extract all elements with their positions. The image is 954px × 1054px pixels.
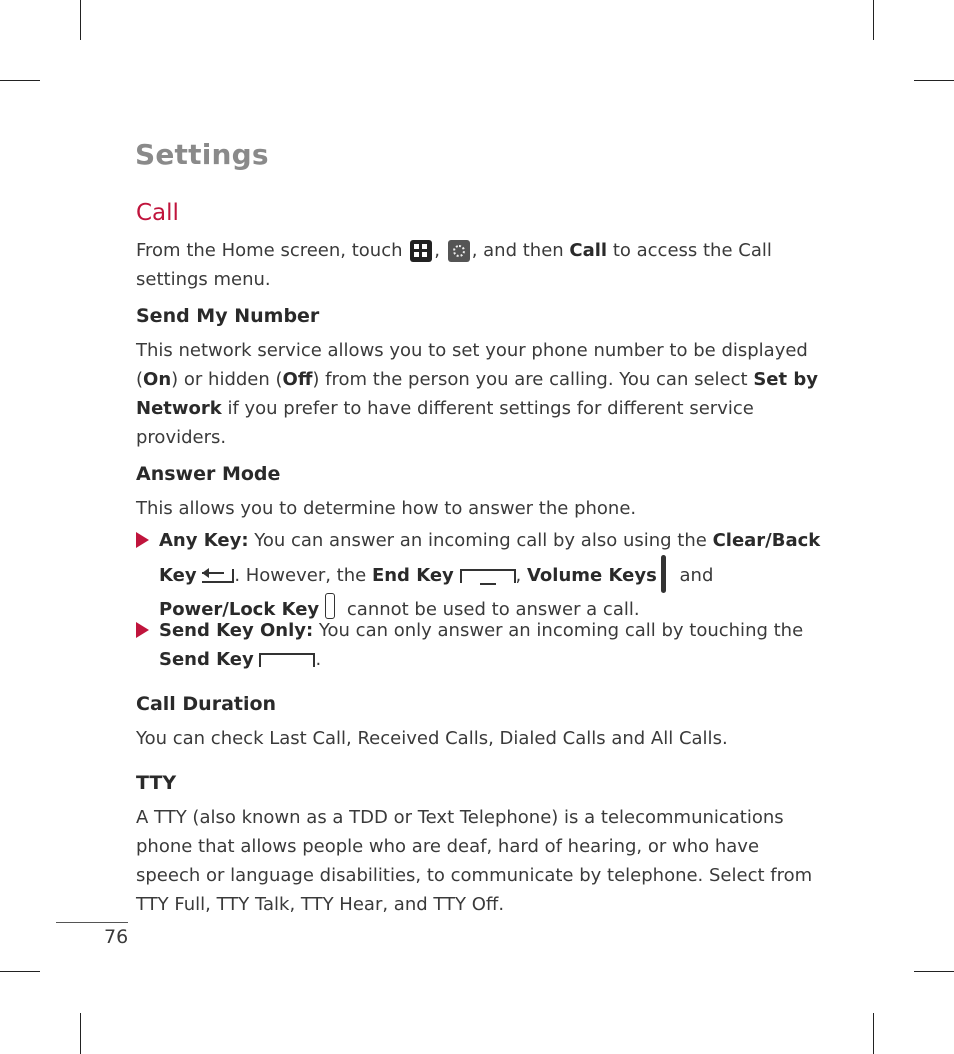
call-intro-paragraph: From the Home screen, touch , , and then Call to access the Call settings menu.	[136, 240, 772, 290]
send-key-icon	[259, 653, 315, 667]
call-duration-heading: Call Duration	[136, 693, 277, 715]
crop-mark	[914, 971, 954, 972]
crop-mark	[873, 0, 874, 40]
tty-paragraph: A TTY (also known as a TDD or Text Telephone) is a telecommunications phone that allows people who are deaf, hard of hearing, or who have speech or language disabilities, to communicate by telephone. Select from TTY Full, TTY Talk, TTY Hear, and TTY Off.	[136, 807, 813, 915]
crop-mark	[80, 0, 81, 40]
call-duration-paragraph: You can check Last Call, Received Calls, Dialed Calls and All Calls.	[136, 728, 728, 749]
tty-heading: TTY	[136, 772, 177, 794]
crop-mark	[0, 971, 40, 972]
back-key-icon	[202, 569, 234, 583]
home-icon	[410, 240, 432, 262]
volume-key-icon	[661, 555, 666, 593]
crop-mark	[0, 80, 40, 81]
crop-mark	[80, 1013, 81, 1054]
answer-mode-heading: Answer Mode	[136, 463, 281, 485]
footer-rule	[56, 922, 128, 923]
send-my-number-paragraph: This network service allows you to set your phone number to be displayed (On) or hidden (Off) from the person you are calling. You can select Set by Network if you prefer to have different settings for different service providers.	[136, 340, 818, 448]
bullet-arrow-icon	[136, 532, 149, 548]
answer-mode-intro: This allows you to determine how to answer the phone.	[136, 498, 637, 519]
settings-icon	[448, 240, 470, 262]
page-number: 76	[104, 926, 129, 948]
any-key-item: Any Key: You can answer an incoming call by also using the Clear/Back Key . However, the End Key , Volume Keys and Power/Lock Key cannot be used to answer a call.	[136, 526, 826, 624]
page-title: Settings	[135, 138, 269, 171]
send-my-number-heading: Send My Number	[136, 305, 320, 327]
crop-mark	[914, 80, 954, 81]
send-key-only-item: Send Key Only: You can only answer an incoming call by touching the Send Key .	[136, 616, 826, 674]
crop-mark	[873, 1013, 874, 1054]
bullet-arrow-icon	[136, 622, 149, 638]
end-key-icon	[460, 569, 516, 583]
section-title: Call	[136, 200, 179, 226]
